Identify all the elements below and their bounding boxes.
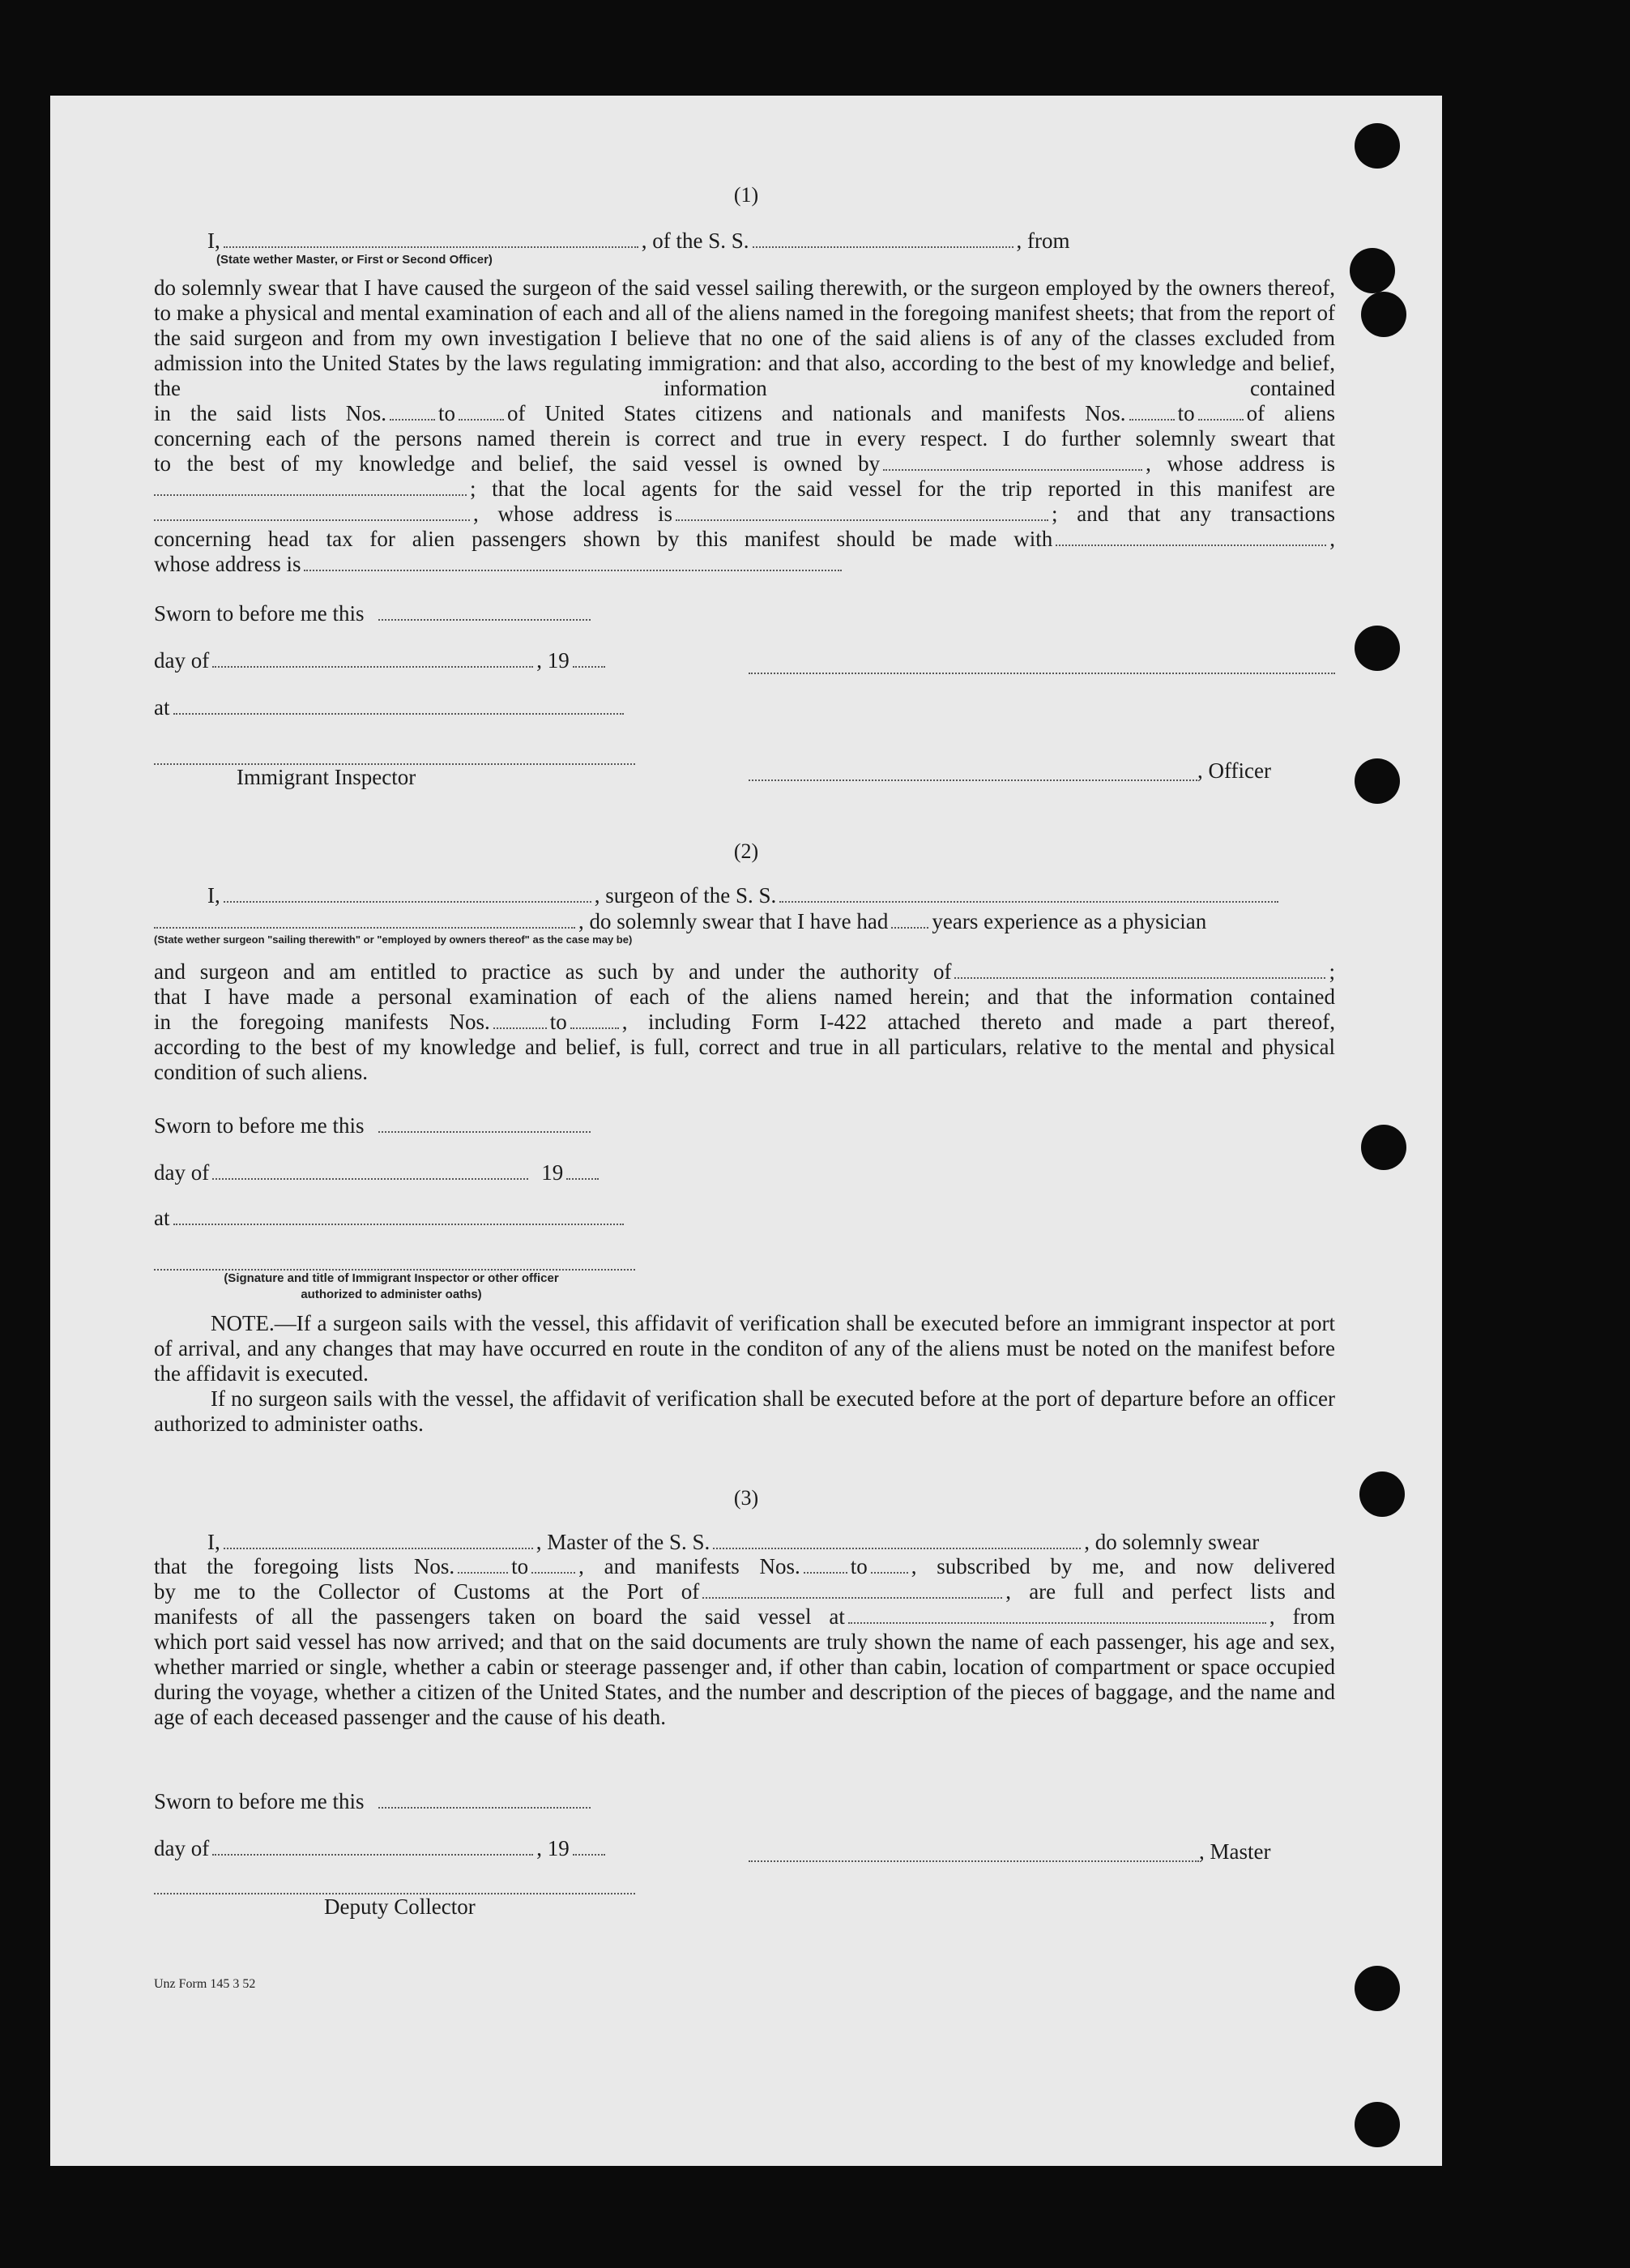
authority-line <box>154 959 1335 985</box>
sworn-line-1 <box>154 601 1335 626</box>
of-ss-label: , of the S. S. <box>641 229 749 253</box>
head-tax-label: concerning head tax for alien passengers shown by this manifest should be made with <box>154 527 1053 551</box>
month-field[interactable] <box>212 1839 533 1856</box>
agents-address-field[interactable] <box>676 505 1048 521</box>
master-of-ss-label: , Master of the S. S. <box>536 1530 710 1554</box>
section-3-body <box>154 1554 1335 1730</box>
surgeon-of-ss-label: , surgeon of the S. S. <box>594 883 777 908</box>
port-line <box>154 1579 1335 1604</box>
signature-note: (Signature and title of Immigrant Inspector or other officer authorized to administer oaths) <box>224 1271 559 1301</box>
manifests-to-field[interactable] <box>871 1557 908 1574</box>
examination-line: that I have made a personal examination of each of the aliens named herein; and that the information contained <box>154 985 1335 1009</box>
years-experience-label: years experience as a physician <box>932 909 1207 933</box>
year-prefix: , 19 <box>536 1836 570 1860</box>
at-label: at <box>154 695 170 720</box>
pronoun: I, <box>207 229 220 253</box>
manifests-to-field[interactable] <box>570 1013 619 1029</box>
officer-title-line[interactable] <box>749 778 1197 781</box>
whose-address-label: , whose address is <box>473 502 673 526</box>
to-label: to <box>437 401 455 425</box>
manifests-line <box>154 1010 1335 1035</box>
day-of-label: day of <box>154 1836 210 1860</box>
pronoun: I, <box>207 883 220 908</box>
arrival-paragraph: which port said vessel has now arrived; and that on the said documents are truly shown the name of each passenger, his age and sex, whether married or single, whether a cabin or steerage passenger and, if other than cabin, location of compartment or space occupied during the voyage, whether a citizen of the United States, and the number and description of the pieces of baggage, and the name and age of each deceased passenger and the cause of his death. <box>154 1629 1335 1729</box>
section-1-body <box>154 275 1335 577</box>
head-tax-address-field[interactable] <box>304 555 842 571</box>
surgeon-status-field[interactable] <box>154 912 575 929</box>
master-signature-line[interactable] <box>749 1859 1199 1862</box>
sworn-line-2 <box>154 1113 1335 1138</box>
note-block <box>154 1311 1335 1437</box>
inspector-caption: Immigrant Inspector <box>237 765 416 789</box>
manifests-from-field[interactable] <box>493 1013 547 1029</box>
manifests-label: , and manifests Nos. <box>578 1554 800 1578</box>
section-2-number: (2) <box>733 839 759 863</box>
sworn-day-field[interactable] <box>378 604 591 621</box>
agents-address-line <box>154 502 1335 527</box>
section-3-number: (3) <box>733 1486 759 1510</box>
authority-field[interactable] <box>954 963 1325 979</box>
section-1-number: (1) <box>733 183 759 207</box>
to-label: to <box>850 1554 868 1578</box>
year-prefix: , 19 <box>536 648 570 673</box>
port-field[interactable] <box>702 1582 1002 1599</box>
day-of-label: day of <box>154 648 210 673</box>
year-prefix: 19 <box>541 1160 564 1185</box>
day-of-line-3 <box>154 1836 1335 1861</box>
year-field[interactable] <box>573 651 605 668</box>
binder-hole <box>1355 123 1400 169</box>
sworn-line-3 <box>154 1789 1335 1814</box>
manifests-label: in the foregoing manifests Nos. <box>154 1010 490 1034</box>
owner-field[interactable] <box>883 455 1142 471</box>
pronoun: I, <box>207 1530 220 1554</box>
to-label: to <box>549 1010 567 1034</box>
section-2-body <box>154 959 1335 1085</box>
master-caption: , Master <box>1199 1839 1271 1864</box>
delivered-label: , subscribed by me, and now delivered <box>911 1554 1336 1578</box>
head-tax-line <box>154 527 1335 552</box>
perfect-lists-label: , are full and perfect lists and <box>1005 1579 1335 1604</box>
manifest-page <box>50 96 1442 2166</box>
master-name-field[interactable] <box>224 1533 533 1549</box>
manifests-from-field[interactable] <box>1129 404 1175 421</box>
whose-address-label: whose address is <box>154 552 301 576</box>
semicolon: ; <box>1329 959 1335 984</box>
sworn-day-field[interactable] <box>378 1117 591 1133</box>
lists-from-field[interactable] <box>390 404 435 421</box>
citizens-manifests-label: of United States citizens and nationals and manifests Nos. <box>507 401 1126 425</box>
deputy-caption: Deputy Collector <box>324 1894 476 1919</box>
lists-line <box>154 401 1335 426</box>
sworn-day-field[interactable] <box>378 1792 591 1809</box>
binder-hole <box>1355 2102 1400 2147</box>
officer-name-field[interactable] <box>224 232 638 248</box>
sworn-label: Sworn to before me this <box>154 601 365 626</box>
month-field[interactable] <box>212 651 533 668</box>
from-label: , from <box>1016 229 1070 253</box>
solemnly-swear-label: , do solemnly swear that I have had <box>578 909 889 933</box>
binder-hole <box>1359 1471 1405 1517</box>
sworn-label: Sworn to before me this <box>154 1113 365 1138</box>
surgeon-name-field[interactable] <box>224 886 591 903</box>
from-label: , from <box>1269 1604 1335 1629</box>
lists-label: in the said lists Nos. <box>154 401 386 425</box>
binder-hole <box>1361 292 1406 337</box>
solemnly-swear-label: , do solemnly swear <box>1084 1530 1260 1554</box>
years-field[interactable] <box>891 912 928 929</box>
of-aliens-label: of aliens <box>1246 401 1335 425</box>
vessel-name-field[interactable] <box>753 232 1013 248</box>
lists-to-field[interactable] <box>531 1557 575 1574</box>
month-field[interactable] <box>212 1164 528 1180</box>
owned-by-line <box>154 451 1335 476</box>
day-of-line-2 <box>154 1160 1335 1185</box>
head-tax-agent-field[interactable] <box>1056 530 1326 546</box>
at-line-1 <box>154 695 1335 720</box>
vessel-name-field[interactable] <box>713 1533 1081 1549</box>
vessel-name-field[interactable] <box>779 886 1278 903</box>
agents-label: ; that the local agents for the said vessel for the trip reported in this manifest are <box>470 476 1335 501</box>
form-number: Unz Form 145 3 52 <box>154 1977 256 1991</box>
officer-rank-note: (State wether Master, or First or Second Officer) <box>216 253 493 267</box>
year-field[interactable] <box>573 1839 605 1856</box>
year-field[interactable] <box>566 1164 599 1180</box>
section-2-oath-line <box>154 883 1335 908</box>
section-1-oath-line <box>154 229 1335 254</box>
condition-paragraph: according to the best of my knowledge and belief, is full, correct and true in all particulars, relative to the mental and physical condition of such aliens. <box>154 1035 1335 1084</box>
binder-hole <box>1355 758 1400 804</box>
authority-label: and surgeon and am entitled to practice as such by and under the authority of <box>154 959 952 984</box>
officer-signature-line[interactable] <box>749 671 1335 674</box>
lists-to-field[interactable] <box>459 404 504 421</box>
whose-address-label: , whose address is <box>1146 451 1335 476</box>
sworn-label: Sworn to before me this <box>154 1789 365 1813</box>
officer-caption: , Officer <box>1197 758 1271 783</box>
departure-port-field[interactable] <box>848 1608 1266 1624</box>
on-board-line <box>154 1604 1335 1629</box>
at-label: at <box>154 1206 170 1230</box>
lists-label: that the foregoing lists Nos. <box>154 1554 455 1578</box>
comma: , <box>1329 527 1335 551</box>
binder-hole <box>1361 1125 1406 1170</box>
no-surgeon-paragraph: If no surgeon sails with the vessel, the affidavit of verification shall be executed before at the port of departure before an officer authorized to administer oaths. <box>154 1386 1335 1436</box>
to-label: to <box>1177 401 1195 425</box>
foregoing-lists-line <box>154 1554 1335 1579</box>
owned-by-label: to the best of my knowledge and belief, the said vessel is owned by <box>154 451 881 476</box>
form-i422-label: , including Form I-422 attached thereto and made a part thereof, <box>621 1010 1335 1034</box>
agents-field[interactable] <box>154 505 470 521</box>
lists-from-field[interactable] <box>458 1557 508 1574</box>
place-field[interactable] <box>173 1209 624 1225</box>
experience-line <box>154 909 1335 934</box>
place-field[interactable] <box>173 698 624 715</box>
binder-hole <box>1355 626 1400 671</box>
section-3-oath-line <box>154 1530 1335 1555</box>
manifests-to-field[interactable] <box>1198 404 1244 421</box>
on-board-label: manifests of all the passengers taken on board the said vessel at <box>154 1604 845 1629</box>
concerning-line: concerning each of the persons named therein is correct and true in every respect. I do further solemnly sweart that <box>154 426 1335 451</box>
at-line-2 <box>154 1206 1335 1231</box>
binder-hole <box>1355 1966 1400 2011</box>
owner-address-field[interactable] <box>154 480 467 496</box>
day-of-line-1 <box>154 648 1335 673</box>
day-of-label: day of <box>154 1160 210 1185</box>
binder-hole <box>1350 248 1395 293</box>
surgeon-status-note: (State wether surgeon "sailing therewith" or "employed by owners thereof" as the case may be) <box>154 933 633 946</box>
note-paragraph: NOTE.—If a surgeon sails with the vessel, this affidavit of verification shall be executed before an immigrant inspector at port of arrival, and any changes that may have occurred en route in the conditon of any of the aliens must be noted on the manifest before the affidavit is executed. <box>154 1311 1335 1386</box>
head-tax-address-line <box>154 552 1335 577</box>
port-label: by me to the Collector of Customs at the Port of <box>154 1579 700 1604</box>
manifests-from-field[interactable] <box>804 1557 847 1574</box>
to-label: to <box>511 1554 529 1578</box>
transactions-label: ; and that any transactions <box>1052 502 1335 526</box>
agents-line <box>154 476 1335 502</box>
oath-paragraph: do solemnly swear that I have caused the surgeon of the said vessel sailing therewith, or the surgeon employed by the owners thereof, to make a physical and mental examination of each and all of the aliens named in the foregoing manifest sheets; that from the report of the said surgeon and from my own investigation I believe that no one of the said aliens is of any of the classes excluded from admission into the United States by the laws regulating immigration: and that also, according to the best of my knowledge and belief, the information contained <box>154 275 1335 400</box>
